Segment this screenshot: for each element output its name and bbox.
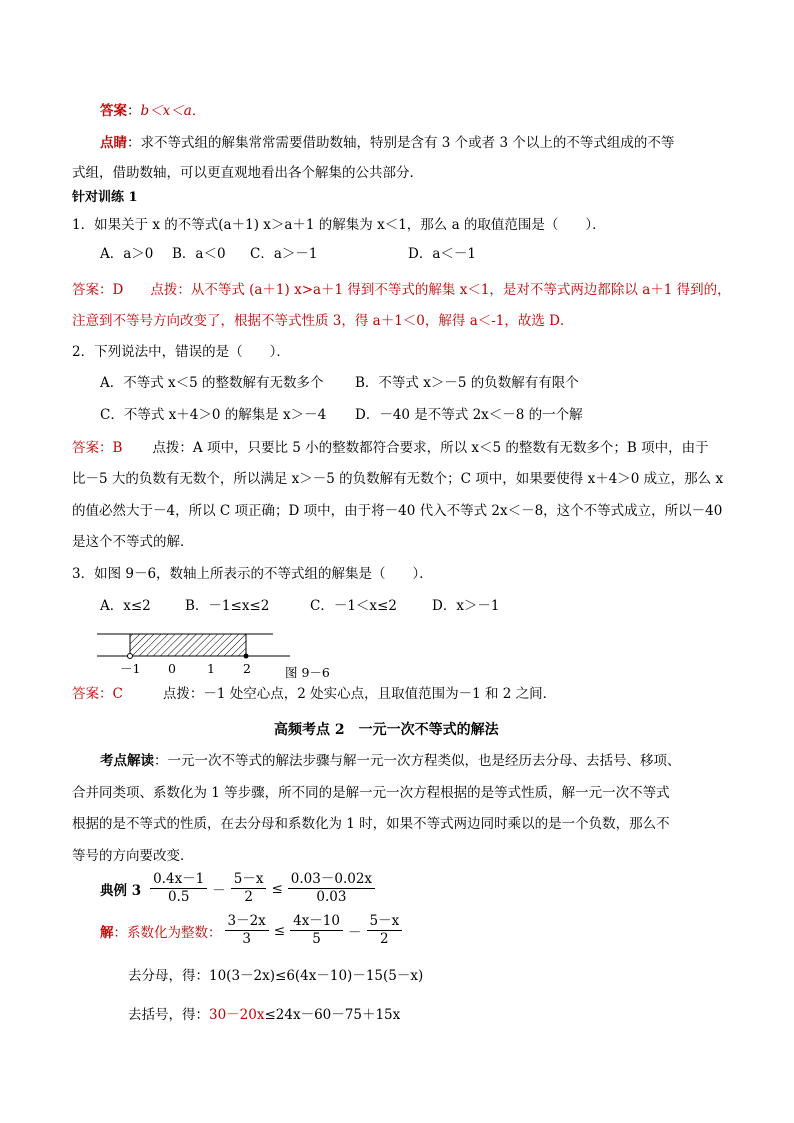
g-fraction-1-num: 3－2x xyxy=(225,914,269,931)
minus-sign: － xyxy=(212,882,226,899)
step-2-label: 去括号，得： xyxy=(128,1007,209,1023)
interp-label: 考点解读 xyxy=(100,753,154,769)
leq-sign: ≤ xyxy=(271,880,283,897)
q2-option-b: B．不等式 x＞－5 的负数解有有限个 xyxy=(355,375,579,391)
interp-line-4: 等号的方向要改变． xyxy=(72,848,194,864)
step-1: 去分母，得：10(3－2x)≤6(4x－10)－15(5－x) xyxy=(128,968,424,984)
answer-line xyxy=(100,102,205,120)
step-2-rest: ≤24x－60－75＋15x xyxy=(264,1007,401,1023)
tick-label-0: 0 xyxy=(168,661,176,676)
q1-answer-1: 答案：D 点拨：从不等式 (a＋1) x>a＋1 得到不等式的解集 x＜1，是对不等式两边都除以 a＋1 得到的， xyxy=(72,282,731,298)
q2-answer-2: 比－5 大的负数有无数个，所以满足 x＞－5 的负数解有无数个；C 项中，如果要使得 x＋4＞0 成立，那么 x xyxy=(72,471,724,487)
fraction-2 xyxy=(231,872,267,905)
fraction-1 xyxy=(150,872,207,905)
fraction-3-den: 0.03 xyxy=(316,889,347,905)
figure-label: 图 9－6 xyxy=(285,665,330,680)
q1-answer-2: 注意到不等号方向改变了，根据不等式性质 3，得 a＋1＜0，解得 a＜-1，故选 D． xyxy=(72,313,574,329)
q2-stem: 2．下列说法中，错误的是（ ）． xyxy=(72,344,290,360)
fraction-2-den: 2 xyxy=(244,889,253,905)
fraction-1-num: 0.4x－1 xyxy=(150,872,207,889)
interp-line-2: 合并同类项、系数化为 1 等步骤，所不同的是解一元一次方程根据的是等式性质，解一元一次不等式 xyxy=(72,785,670,801)
q3-option-a: A．x≤2 xyxy=(100,598,151,614)
q3-option-b: B．－1≤x≤2 xyxy=(185,598,270,614)
tick-label-1: 1 xyxy=(207,661,215,676)
q2-option-c: C．不等式 x＋4＞0 的解集是 x＞－4 xyxy=(100,407,327,423)
q2-option-d: D．－40 是不等式 2x＜－8 的一个解 xyxy=(355,407,583,423)
fraction-1-den: 0.5 xyxy=(167,889,190,905)
section-heading: 高频考点 2 一元一次不等式的解法 xyxy=(274,722,499,738)
g-fraction-3-den: 2 xyxy=(380,931,389,947)
q2-answer-label: 答案：B xyxy=(72,440,123,456)
example-equation xyxy=(100,872,378,905)
training-title: 针对训练 1 xyxy=(72,190,138,205)
number-line-figure xyxy=(95,622,295,660)
q3-option-d: D．x＞－1 xyxy=(432,598,500,614)
tick-label-2: 2 xyxy=(243,661,251,676)
step-2-red: 30－20x xyxy=(209,1007,265,1023)
example-label: 典例 3 xyxy=(100,882,142,899)
answer-text: b＜x＜a． xyxy=(140,103,206,119)
fraction-3-num: 0.03－0.02x xyxy=(288,872,375,889)
interp-line-1 xyxy=(100,752,681,770)
closed-point xyxy=(244,654,249,659)
g-fraction-3-num: 5－x xyxy=(367,914,403,931)
q1-option-c: C．a＞－1 xyxy=(250,246,318,262)
q1-option-a: A．a＞0 xyxy=(100,246,154,262)
answer-colon: ： xyxy=(127,103,141,119)
tip-label: 点睛 xyxy=(100,135,127,151)
g-minus-sign: － xyxy=(348,924,362,941)
shaded-region xyxy=(130,634,246,656)
open-point xyxy=(128,654,133,659)
answer-label: 答案 xyxy=(100,103,127,119)
q3-answer-label: 答案：C xyxy=(72,686,123,702)
q2-answer-text-1: 点拨：A 项中，只要比 5 小的整数都符合要求，所以 x＜5 的整数有无数多个；B 项中，由于 xyxy=(152,440,709,456)
fraction-2-num: 5－x xyxy=(231,872,267,889)
g-fraction-1-den: 3 xyxy=(242,931,251,947)
g-fraction-2-den: 5 xyxy=(312,931,321,947)
q1-option-b: B．a＜0 xyxy=(172,246,226,262)
step-2 xyxy=(128,1006,400,1024)
q3-option-c: C．－1＜x≤2 xyxy=(310,598,397,614)
fraction-3 xyxy=(288,872,375,905)
interp-text-1: ：一元一次不等式的解法步骤与解一元一次方程类似，也是经历去分母、去括号、移项、 xyxy=(154,753,681,769)
q2-option-a: A．不等式 x＜5 的整数解有无数多个 xyxy=(100,375,324,391)
q1-stem: 1．如果关于 x 的不等式(a＋1) x＞a＋1 的解集为 x＜1，那么 a 的取值范围是（ ）． xyxy=(72,217,606,233)
tip-text-1: ：求不等式组的解集常常需要借助数轴，特别是含有 3 个或者 3 个以上的不等式组成的不等 xyxy=(127,135,675,151)
g-fraction-2 xyxy=(290,914,343,947)
tick-label-neg1: －1 xyxy=(120,661,141,676)
q2-answer-3: 的值必然大于－4，所以 C 项正确；D 项中，由于将－40 代入不等式 2x＜－8，这个不等式成立，所以－40 xyxy=(72,503,723,519)
solution-label: 解 xyxy=(100,924,114,941)
q2-answer-4: 是这个不等式的解． xyxy=(72,534,194,550)
tip-line-1 xyxy=(100,134,674,152)
tip-line-2: 式组，借助数轴，可以更直观地看出各个解集的公共部分． xyxy=(72,165,423,181)
q3-answer-text: 点拨：－1 处空心点，2 处实心点，且取值范围为－1 和 2 之间． xyxy=(162,686,557,702)
g-fraction-3 xyxy=(367,914,403,947)
solution-text: ：系数化为整数： xyxy=(113,924,222,941)
q3-stem: 3．如图 9－6，数轴上所表示的不等式组的解集是（ ）． xyxy=(72,566,433,582)
solution-equation xyxy=(100,914,405,947)
g-fraction-2-num: 4x－10 xyxy=(290,914,343,931)
interp-line-3: 根据的是不等式的性质，在去分母和系数化为 1 时，如果不等式两边同时乘以的是一个负数，那么不 xyxy=(72,816,670,832)
q2-answer-1 xyxy=(72,439,709,457)
g-fraction-1 xyxy=(225,914,269,947)
q3-answer xyxy=(72,685,556,703)
g-leq-sign: ≤ xyxy=(273,922,286,939)
q1-option-d: D．a＜－1 xyxy=(408,246,476,262)
